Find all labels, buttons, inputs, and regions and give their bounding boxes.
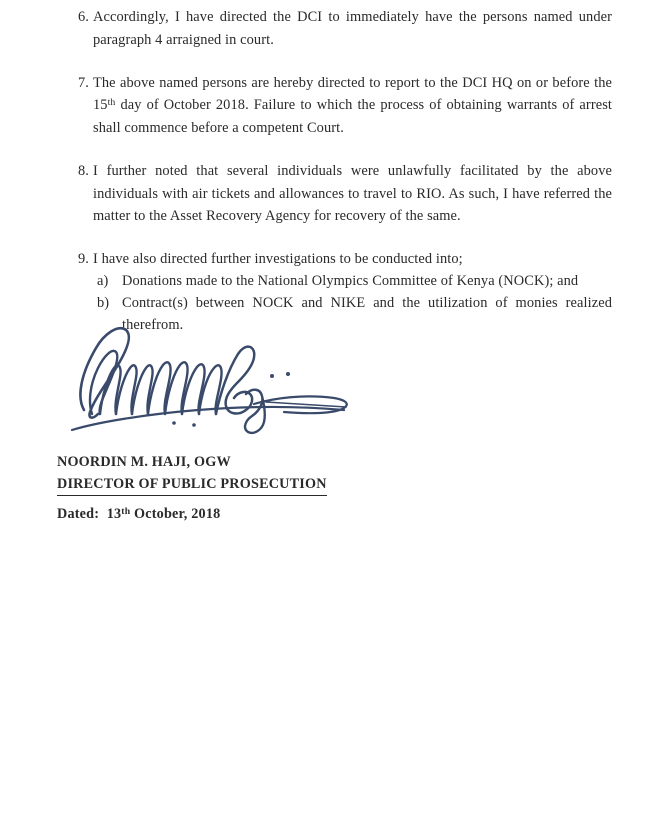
subclause-text: Contract(s) between NOCK and NIKE and the utilization of monies realized therefrom. — [122, 294, 612, 333]
dated-ordinal: th — [121, 505, 131, 517]
subclause-number: b) — [97, 294, 110, 311]
dated-day: 13 — [106, 506, 122, 522]
dated-line — [57, 506, 220, 523]
clause-number: 6. — [78, 9, 89, 25]
clause-number: 7. — [78, 74, 89, 91]
dated-rest: October, 2018 — [130, 506, 221, 522]
signer-title: DIRECTOR OF PUBLIC PROSECUTION — [57, 474, 327, 497]
signer-identity — [57, 452, 327, 496]
text-run: Accordingly, I have directed the DCI to immediately have the persons named under paragraph 4 arraigned in court. — [93, 9, 612, 48]
document-body — [72, 6, 612, 336]
signature-block — [58, 318, 378, 438]
subclause-text: Donations made to the National Olympics Committee of Kenya (NOCK); and — [122, 272, 579, 289]
clause-text — [93, 248, 612, 271]
clause-number: 9. — [78, 251, 89, 267]
subclause-number: a) — [97, 272, 109, 289]
text-run: day of October 2018. Failure to which the process of obtaining warrants of arrest shall commence before a competent Court. — [93, 97, 612, 136]
clause-text — [93, 72, 612, 140]
text-run: I have also directed further investigations to be conducted into; — [93, 251, 463, 267]
clause-item — [72, 72, 612, 140]
signer-name: NOORDIN M. HAJI, OGW — [57, 454, 231, 470]
ordinal-suffix: th — [107, 97, 116, 109]
clause-number: 8. — [78, 162, 89, 179]
clause-list — [72, 6, 612, 336]
subclause-item — [97, 271, 612, 293]
clause-text — [93, 6, 612, 52]
handwritten-signature-icon — [58, 318, 378, 438]
clause-item — [72, 6, 612, 52]
dated-label: Dated: — [57, 506, 100, 522]
text-run: I further noted that several individuals were unlawfully facilitated by the above individuals with air tickets and allowances to travel to RIO. As such, I have referred the matter to the Asset Recovery Agency for recovery of the same. — [93, 162, 612, 225]
text-run: The above named persons are hereby directed to report to the DCI HQ on or before the 15 — [93, 74, 612, 114]
clause-text — [93, 160, 612, 228]
clause-item — [72, 160, 612, 228]
